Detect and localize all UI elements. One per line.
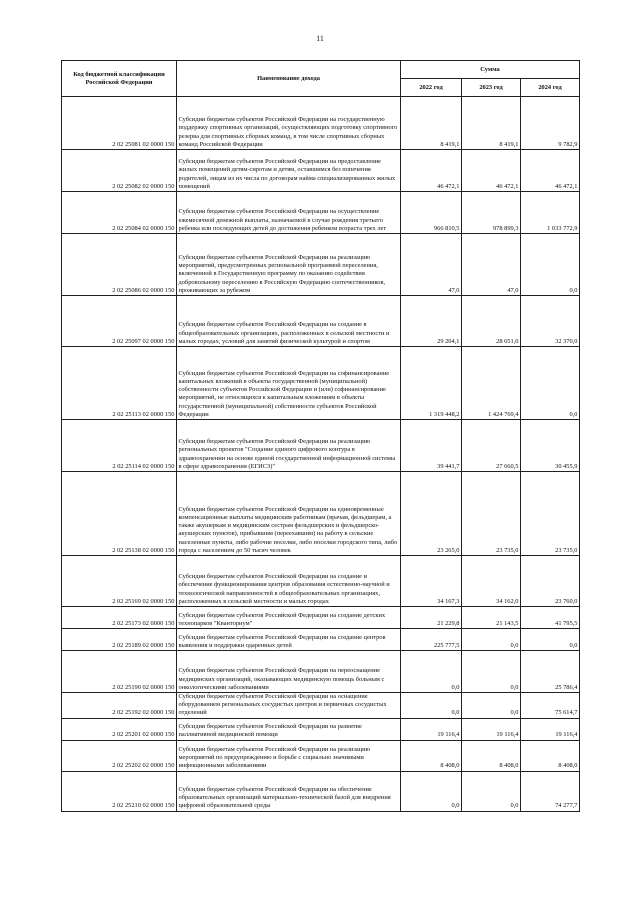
row-value-2024: 74 277,7 (521, 771, 580, 811)
row-name: Субсидии бюджетам субъектов Российской Федерации на софинансирование капитальных вложений в объекты государственной (муниципальной) собственности субъектов Российской Федерации и (или) софинансирование мероприятий, не относящихся к капитальным вложениям в объекты государственной (муниципальной) собственности субъектов Российской Федерации (177, 347, 401, 420)
row-name: Субсидии бюджетам субъектов Российской Федерации на единовременные компенсационные выплаты медицинским работникам (врачам, фельдшерам, а также акушеркам и медицинским сестрам фельдшерских и фельдшерско-акушерских пунктов), прибывшим (переехавшим) на работу в сельские населенные пункты, либо рабочие поселки, либо поселки городского типа, либо города с населением до 50 тысяч человек (177, 472, 401, 556)
header-year-2022: 2022 год (401, 79, 462, 97)
table-row (62, 607, 580, 629)
row-value-2024: 1 033 772,9 (521, 192, 580, 234)
table-row (62, 651, 580, 693)
row-value-2022: 0,0 (401, 693, 462, 719)
row-value-2024: 0,0 (521, 234, 580, 296)
table-row (62, 771, 580, 811)
row-code: 2 02 25201 02 0000 150 (62, 718, 177, 740)
row-value-2023: 27 660,5 (462, 420, 521, 472)
table-row (62, 740, 580, 771)
table-row (62, 693, 580, 719)
row-name: Субсидии бюджетам субъектов Российской Федерации на развитие паллиативной медицинской помощи (177, 718, 401, 740)
header-year-2023: 2023 год (462, 79, 521, 97)
row-value-2024: 0,0 (521, 347, 580, 420)
row-value-2023: 978 899,3 (462, 192, 521, 234)
row-value-2022: 19 116,4 (401, 718, 462, 740)
table-row (62, 718, 580, 740)
row-value-2022: 46 472,1 (401, 150, 462, 192)
row-name: Субсидии бюджетам субъектов Российской Федерации на оснащение оборудованием региональных сосудистых центров и первичных сосудистых отделений (177, 693, 401, 719)
row-value-2024: 25 786,4 (521, 651, 580, 693)
table-body (62, 97, 580, 812)
row-value-2024: 75 614,7 (521, 693, 580, 719)
row-name: Субсидии бюджетам субъектов Российской Федерации на создание в общеобразовательных организациях, расположенных в сельской местности и малых городах, условий для занятий физической культурой и спортом (177, 296, 401, 347)
row-code: 2 02 25192 02 0000 150 (62, 693, 177, 719)
row-name: Субсидии бюджетам субъектов Российской Федерации на государственную поддержку спортивных организаций, осуществляющих подготовку спортивного резерва для спортивных сборных команд, в том числе спортивных сборных команд Российской Федерации (177, 97, 401, 150)
row-value-2022: 39 441,7 (401, 420, 462, 472)
row-code: 2 02 25113 02 0000 150 (62, 347, 177, 420)
table-row (62, 296, 580, 347)
row-value-2023: 8 419,1 (462, 97, 521, 150)
budget-revenue-table (61, 60, 580, 812)
row-code: 2 02 25084 02 0000 150 (62, 192, 177, 234)
header-year-2024: 2024 год (521, 79, 580, 97)
row-code: 2 02 25138 02 0000 150 (62, 472, 177, 556)
row-name: Субсидии бюджетам субъектов Российской Федерации на обеспечение образовательных организаций материально-технической базой для внедрения цифровой образовательной среды (177, 771, 401, 811)
table-row (62, 150, 580, 192)
row-name: Субсидии бюджетам субъектов Российской Федерации на создание детских технопарков "Кванториум" (177, 607, 401, 629)
row-value-2022: 1 319 448,2 (401, 347, 462, 420)
table-row (62, 234, 580, 296)
header-name: Наименование дохода (177, 61, 401, 97)
row-code: 2 02 25210 02 0000 150 (62, 771, 177, 811)
row-value-2024: 30 455,9 (521, 420, 580, 472)
row-name: Субсидии бюджетам субъектов Российской Федерации на создание и обеспечение функционирования центров образования естественно-научной и технологической направленностей в общеобразовательных организациях, расположенных в сельской местности и малых городах (177, 556, 401, 607)
row-value-2023: 47,0 (462, 234, 521, 296)
row-code: 2 02 25173 02 0000 150 (62, 607, 177, 629)
row-value-2024: 19 116,4 (521, 718, 580, 740)
row-name: Субсидии бюджетам субъектов Российской Федерации на переоснащение медицинских организаций, оказывающих медицинскую помощь больным с онкологическими заболеваниями (177, 651, 401, 693)
table-row (62, 420, 580, 472)
row-value-2023: 0,0 (462, 629, 521, 651)
row-name: Субсидии бюджетам субъектов Российской Федерации на реализацию мероприятий, предусмотренных региональной программой переселения, включенной в Государственную программу по оказанию содействия добровольному переселению в Российскую Федерацию соотечественников, проживающих за рубежом (177, 234, 401, 296)
row-code: 2 02 25189 02 0000 150 (62, 629, 177, 651)
row-name: Субсидии бюджетам субъектов Российской Федерации на предоставление жилых помещений детям-сиротам и детям, оставшимся без попечения родителей, лицам из их числа по договорам найма специализированных жилых помещений (177, 150, 401, 192)
table-row (62, 97, 580, 150)
row-value-2022: 225 777,5 (401, 629, 462, 651)
row-name: Субсидии бюджетам субъектов Российской Федерации на реализацию мероприятий по предупреждению и борьбе с социально значимыми инфекционными заболеваниями (177, 740, 401, 771)
row-value-2022: 47,0 (401, 234, 462, 296)
row-value-2023: 0,0 (462, 651, 521, 693)
table-row (62, 556, 580, 607)
row-code: 2 02 25082 02 0000 150 (62, 150, 177, 192)
row-value-2022: 0,0 (401, 651, 462, 693)
row-value-2023: 19 116,4 (462, 718, 521, 740)
row-name: Субсидии бюджетам субъектов Российской Федерации на реализацию региональных проектов "Создание единого цифрового контура в здравоохранении на основе единой государственной информационной системы в сфере здравоохранения (ЕГИСЗ)" (177, 420, 401, 472)
row-value-2024: 23 760,0 (521, 556, 580, 607)
row-code: 2 02 25114 02 0000 150 (62, 420, 177, 472)
row-value-2022: 21 229,8 (401, 607, 462, 629)
row-value-2024: 32 370,0 (521, 296, 580, 347)
row-value-2023: 0,0 (462, 771, 521, 811)
row-name: Субсидии бюджетам субъектов Российской Федерации на осуществление ежемесячной денежной выплаты, назначаемой в случае рождения третьего ребенка или последующих детей до достижения ребенком возраста трех лет (177, 192, 401, 234)
row-value-2024: 0,0 (521, 629, 580, 651)
table-row (62, 192, 580, 234)
row-value-2024: 41 795,5 (521, 607, 580, 629)
row-value-2022: 23 265,0 (401, 472, 462, 556)
row-value-2024: 9 782,9 (521, 97, 580, 150)
row-value-2023: 8 408,0 (462, 740, 521, 771)
row-value-2022: 29 204,1 (401, 296, 462, 347)
header-sum: Сумма (401, 61, 580, 79)
row-value-2022: 8 408,0 (401, 740, 462, 771)
table-row (62, 629, 580, 651)
row-value-2022: 8 419,1 (401, 97, 462, 150)
row-code: 2 02 25097 02 0000 150 (62, 296, 177, 347)
row-code: 2 02 25086 02 0000 150 (62, 234, 177, 296)
row-code: 2 02 25202 02 0000 150 (62, 740, 177, 771)
row-value-2024: 8 408,0 (521, 740, 580, 771)
row-value-2023: 23 735,0 (462, 472, 521, 556)
row-value-2022: 966 810,5 (401, 192, 462, 234)
row-value-2024: 46 472,1 (521, 150, 580, 192)
row-code: 2 02 25190 02 0000 150 (62, 651, 177, 693)
page-number: 11 (316, 34, 324, 43)
row-name: Субсидии бюджетам субъектов Российской Федерации на создание центров выявления и поддержки одаренных детей (177, 629, 401, 651)
row-value-2023: 34 162,0 (462, 556, 521, 607)
table-row (62, 347, 580, 420)
row-value-2024: 23 735,0 (521, 472, 580, 556)
row-value-2022: 34 167,3 (401, 556, 462, 607)
row-code: 2 02 25081 02 0000 150 (62, 97, 177, 150)
row-value-2023: 0,0 (462, 693, 521, 719)
table-row (62, 472, 580, 556)
row-value-2022: 0,0 (401, 771, 462, 811)
row-value-2023: 1 424 769,4 (462, 347, 521, 420)
row-value-2023: 46 472,1 (462, 150, 521, 192)
row-code: 2 02 25169 02 0000 150 (62, 556, 177, 607)
row-value-2023: 28 651,0 (462, 296, 521, 347)
row-value-2023: 21 143,5 (462, 607, 521, 629)
header-code: Код бюджетной классификации Российской Федерации (62, 61, 177, 97)
